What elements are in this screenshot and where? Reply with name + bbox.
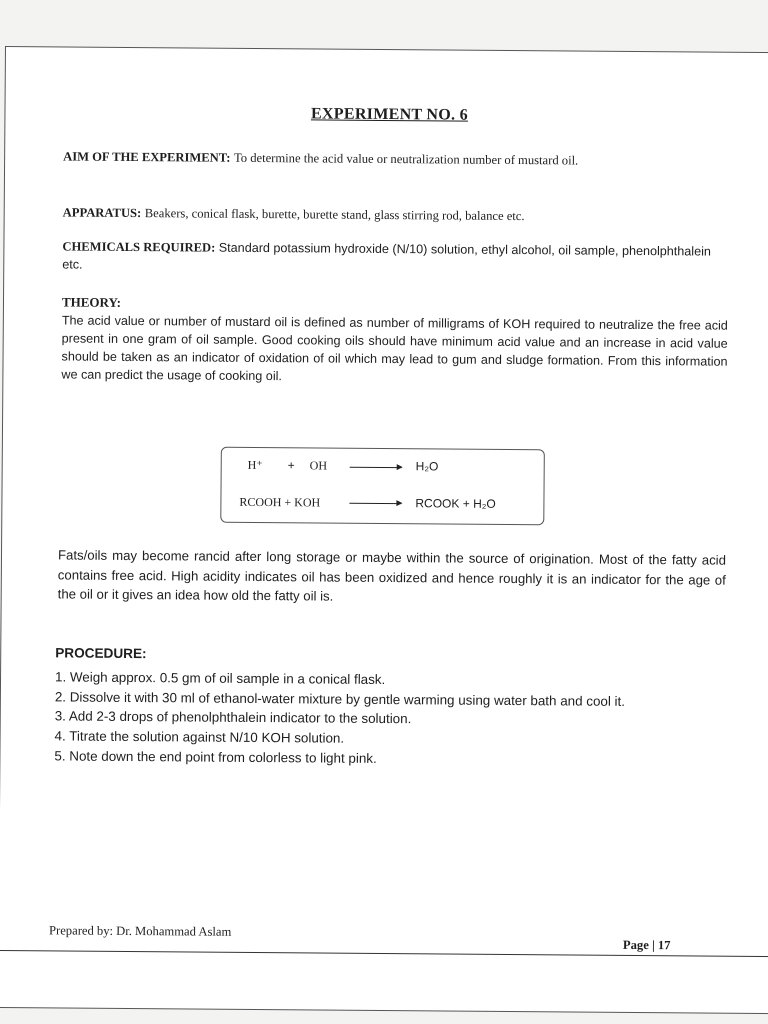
theory-text: The acid value or number of mustard oil is defined as number of milligrams of KOH required to neutralize the free acid present in one gram of oil sample. Good cooking oils should have minimum acid value and an increase in acid value should be taken as an indicator of oxidation of oil which may lead to gum and sludge formation. From this information we can predict the usage of cooking oil. [61, 313, 728, 384]
apparatus-label: APPARATUS: [62, 205, 142, 221]
eq1-h-ion: H⁺ [247, 457, 263, 473]
procedure-step: 3. Add 2-3 drops of phenolphthalein indicator to the solution. [54, 708, 412, 727]
eq1-hydroxide: OH [309, 458, 328, 473]
procedure-heading: PROCEDURE: [55, 645, 147, 662]
theory-heading: THEORY: [61, 294, 122, 310]
eq2-arrow [349, 503, 401, 504]
rancidity-paragraph: Fats/oils may become rancid after long storage or maybe within the source of origination. Most of the fatty acid contains free acid. High acidity indicates oil has been oxidized and hence roughly it is an indicator for the age of the oil or it gives an idea how old the fatty oil is. [57, 547, 727, 604]
eq1-arrow [350, 467, 402, 468]
aim-section [63, 147, 729, 170]
theory-section [61, 293, 728, 388]
chemicals-section [62, 237, 728, 278]
apparatus-section [63, 203, 729, 226]
page-title: EXPERIMENT NO. 6 [310, 105, 469, 124]
footer-author: Prepared by: Dr. Mohammad Aslam [49, 923, 232, 939]
procedure-step: 1. Weigh approx. 0.5 gm of oil sample in a conical flask. [54, 669, 386, 687]
footer-page-number: Page | 17 [622, 937, 671, 953]
eq2-product: RCOOK + H₂O [415, 496, 496, 511]
procedure-section [54, 643, 721, 771]
document-page [0, 46, 768, 1014]
aim-text: To determine the acid value or neutralization number of mustard oil. [233, 150, 579, 168]
chemicals-label: CHEMICALS REQUIRED: [62, 239, 216, 255]
reaction-box [220, 447, 545, 526]
procedure-step: 5. Note down the end point from colorless to light pink. [54, 748, 377, 766]
aim-label: AIM OF THE EXPERIMENT: [63, 149, 231, 165]
eq2-reactants: RCOOH + KOH [239, 494, 321, 510]
procedure-step: 4. Titrate the solution against N/10 KOH solution. [54, 728, 345, 746]
chemicals-text: Standard potassium hydroxide (N/10) solution, ethyl alcohol, oil sample, phenolphthalein etc. [62, 240, 712, 272]
apparatus-text: Beakers, conical flask, burette, burette stand, glass stirring rod, balance etc. [144, 206, 525, 224]
eq1-plus: + [287, 458, 295, 473]
eq1-product: H₂O [415, 459, 439, 474]
procedure-step: 2. Dissolve it with 30 ml of ethanol-water mixture by gentle warming using water bath and cool it. [54, 689, 626, 709]
